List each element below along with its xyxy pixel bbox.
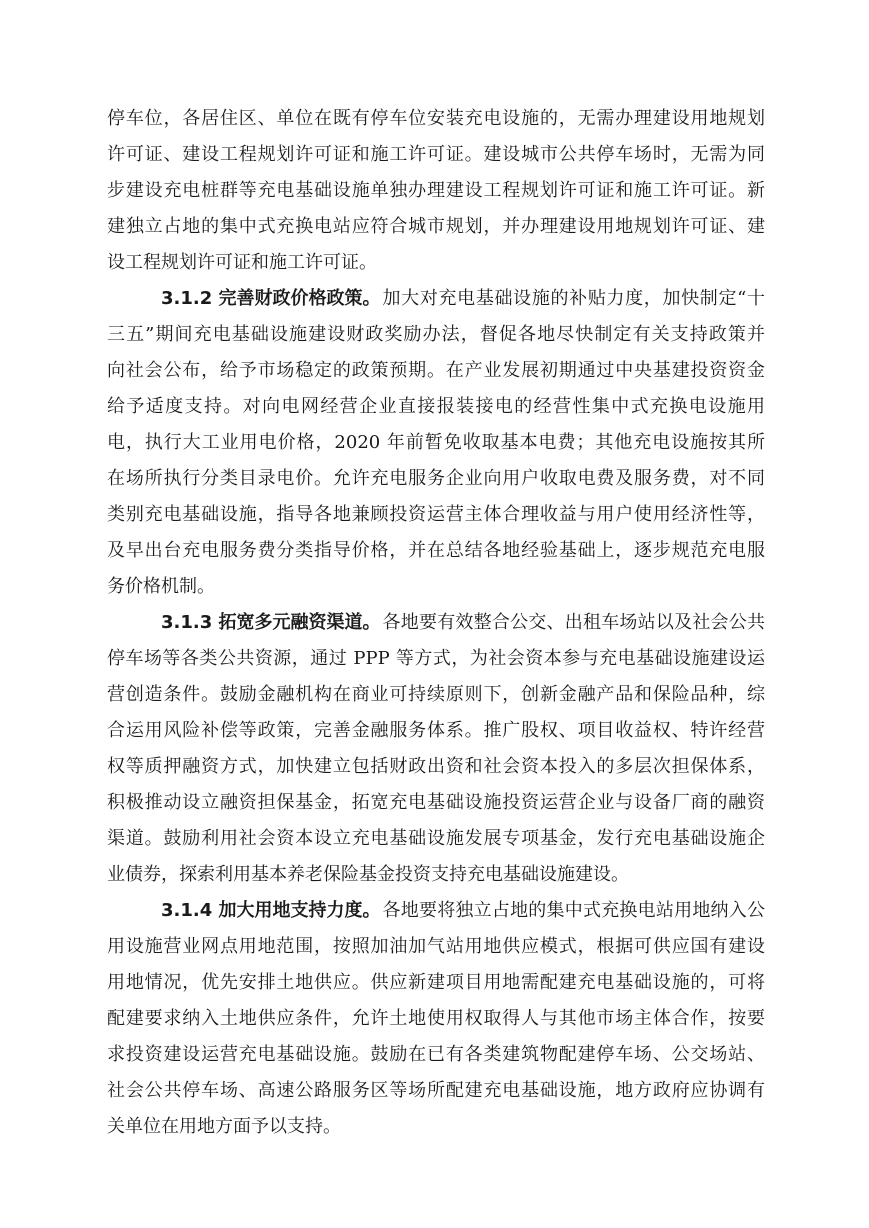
section-first-line: [0, 282, 869, 316]
section-heading-3-1-4: 3.1.4 加大用地支持力度。: [161, 900, 381, 921]
text-line: [0, 822, 869, 856]
line-text: 配建要求纳入土地供应条件，允许土地使用权取得人与其他市场主体合作，按要: [107, 1008, 765, 1029]
line-text: 三五”期间充电基础设施建设财政奖励办法，督促各地尽快制定有关支持政策并: [107, 324, 765, 345]
line-text: 关单位在用地方面予以支持。: [107, 1116, 341, 1137]
line-text: 渠道。鼓励利用社会资本设立充电基础设施发展专项基金，发行充电基础设施企: [107, 828, 765, 849]
text-line: [0, 1038, 869, 1072]
text-line: [0, 462, 869, 496]
line-text: 各地要将独立占地的集中式充换电站用地纳入公: [382, 900, 765, 921]
line-text: 许可证、建设工程规划许可证和施工许可证。建设城市公共停车场时，无需为同: [107, 144, 765, 165]
line-text: 建独立占地的集中式充换电站应符合城市规划，并办理建设用地规划许可证、建: [107, 216, 765, 237]
text-line: [0, 1002, 869, 1036]
text-line: [0, 930, 869, 964]
line-text: 各地要有效整合公交、出租车场站以及社会公共: [382, 612, 765, 633]
line-text: 设工程规划许可证和施工许可证。: [107, 252, 377, 273]
text-line: [0, 354, 869, 388]
line-text: 务价格机制。: [107, 576, 215, 597]
line-text: 积极推动设立融资担保基金，拓宽充电基础设施投资运营企业与设备厂商的融资: [107, 792, 765, 813]
text-line: [0, 786, 869, 820]
text-line: [0, 210, 869, 244]
text-line: [0, 102, 869, 136]
text-line: [0, 570, 869, 604]
line-text: 求投资建设运营充电基础设施。鼓励在已有各类建筑物配建停车场、公交场站、: [107, 1044, 765, 1065]
text-line: [0, 390, 869, 424]
line-text: 电，执行大工业用电价格，2020 年前暂免收取基本电费；其他充电设施按其所: [107, 432, 765, 453]
text-line: [0, 174, 869, 208]
text-line: [0, 1074, 869, 1108]
line-text: 业债券，探索利用基本养老保险基金投资支持充电基础设施建设。: [107, 864, 629, 885]
line-text: 停车位，各居住区、单位在既有停车位安装充电设施的，无需办理建设用地规划: [107, 108, 765, 129]
line-text: 加大对充电基础设施的补贴力度，加快制定“十: [382, 288, 765, 309]
line-text: 给予适度支持。对向电网经营企业直接报装接电的经营性集中式充换电设施用: [107, 396, 765, 417]
text-line: [0, 678, 869, 712]
text-line: [0, 246, 869, 280]
line-text: 类别充电基础设施，指导各地兼顾投资运营主体合理收益与用户使用经济性等，: [107, 504, 765, 525]
text-line: [0, 138, 869, 172]
text-line: [0, 750, 869, 784]
section-heading-3-1-3: 3.1.3 拓宽多元融资渠道。: [161, 612, 381, 633]
line-text: 步建设充电桩群等充电基础设施单独办理建设工程规划许可证和施工许可证。新: [107, 180, 765, 201]
line-text: 权等质押融资方式，加快建立包括财政出资和社会资本投入的多层次担保体系，: [107, 756, 765, 777]
line-text: 用地情况，优先安排土地供应。供应新建项目用地需配建充电基础设施的，可将: [107, 972, 765, 993]
line-text: 营创造条件。鼓励金融机构在商业可持续原则下，创新金融产品和保险品种，综: [107, 684, 765, 705]
text-line: [0, 1110, 869, 1144]
section-first-line: [0, 606, 869, 640]
section-first-line: [0, 894, 869, 928]
line-text: 停车场等各类公共资源，通过 PPP 等方式，为社会资本参与充电基础设施建设运: [107, 648, 765, 669]
line-text: 合运用风险补偿等政策，完善金融服务体系。推广股权、项目收益权、特许经营: [107, 720, 765, 741]
line-text: 及早出台充电服务费分类指导价格，并在总结各地经验基础上，逐步规范充电服: [107, 540, 765, 561]
text-line: [0, 534, 869, 568]
text-line: [0, 714, 869, 748]
text-line: [0, 966, 869, 1000]
section-heading-3-1-2: 3.1.2 完善财政价格政策。: [161, 288, 381, 309]
text-line: [0, 318, 869, 352]
text-line: [0, 858, 869, 892]
line-text: 用设施营业网点用地范围，按照加油加气站用地供应模式，根据可供应国有建设: [107, 936, 765, 957]
line-text: 向社会公布，给予市场稳定的政策预期。在产业发展初期通过中央基建投资资金: [107, 360, 765, 381]
line-text: 在场所执行分类目录电价。允许充电服务企业向用户收取电费及服务费，对不同: [107, 468, 765, 489]
line-text: 社会公共停车场、高速公路服务区等场所配建充电基础设施，地方政府应协调有: [107, 1080, 765, 1101]
text-line: [0, 498, 869, 532]
text-line: [0, 642, 869, 676]
text-line: [0, 426, 869, 460]
